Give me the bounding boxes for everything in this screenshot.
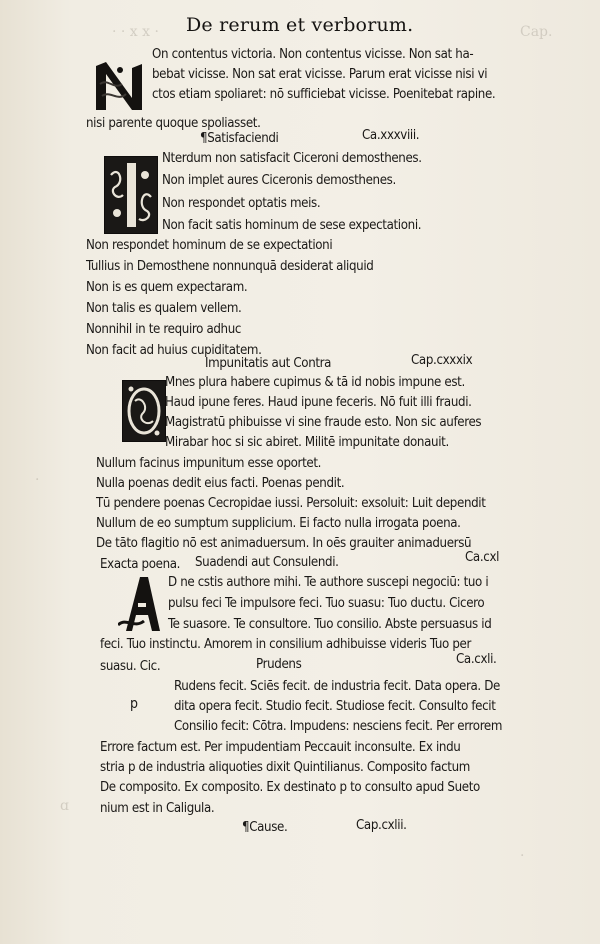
- text-line: D ne cstis authore mihi. Te authore suscepi negociū: tuo i: [168, 575, 489, 590]
- text-line: Cap.cxlii.: [356, 818, 407, 833]
- text-line: Tū pendere poenas Cecropidae iussi. Persoluit: exsoluit: Luit dependit: [96, 496, 486, 511]
- text-line: Non is es quem expectaram.: [86, 280, 248, 295]
- text-line: Tullius in Demosthene nonnunquā desiderat aliquid: [86, 259, 374, 274]
- text-line: Non implet aures Ciceronis demosthenes.: [162, 173, 396, 188]
- text-line: Mirabar hoc si sic abiret. Militē impunitate donauit.: [165, 435, 449, 450]
- text-line: ¶Satisfaciendi: [200, 131, 279, 146]
- ornamental-a-icon: [118, 573, 164, 633]
- text-line: ¶Cause.: [242, 820, 288, 835]
- running-head: De rerum et verborum.: [186, 14, 414, 36]
- text-line: dita opera fecit. Studio fecit. Studiose fecit. Consulto fecit: [174, 699, 496, 714]
- text-line: Suadendi aut Consulendi.: [195, 555, 339, 570]
- text-line: nisi parente quoque spoliasset.: [86, 116, 261, 131]
- drop-cap-o: [122, 380, 166, 442]
- text-line: De composito. Ex composito. Ex destinato p to consulto apud Sueto: [100, 780, 480, 795]
- text-line: stria p de industria aliquoties dixit Quintilianus. Composito factum: [100, 760, 470, 775]
- text-line: Errore factum est. Per impudentiam Peccauit inconsulte. Ex indu: [100, 740, 461, 755]
- text-line: Nulla poenas dedit eius facti. Poenas pendit.: [96, 476, 345, 491]
- text-line: Impunitatis aut Contra: [205, 356, 332, 371]
- text-line: Ca.cxli.: [456, 652, 497, 667]
- text-line: Non respondet hominum de se expectationi: [86, 238, 333, 253]
- marginal-letter: p: [130, 696, 138, 712]
- text-line: Exacta poena.: [100, 557, 181, 572]
- text-line: Nullum de eo sumptum supplicium. Ei facto nulla irrogata poena.: [96, 516, 461, 531]
- text-line: De tāto flagitio nō est animaduersum. In oēs grauiter animaduersū: [96, 536, 472, 551]
- text-line: Nonnihil in te requiro adhuc: [86, 322, 242, 337]
- text-line: Mnes plura habere cupimus & tā id nobis impune est.: [165, 375, 465, 390]
- text-line: bebat vicisse. Non sat erat vicisse. Parum erat vicisse nisi vi: [152, 67, 488, 82]
- ornamental-n-icon: [92, 60, 148, 112]
- text-line: pulsu feci Te impulsore feci. Tuo suasu: Tuo ductu. Cicero: [168, 596, 485, 611]
- text-line: Cap.cxxxix: [411, 353, 473, 368]
- svg-text:·: ·: [35, 472, 40, 488]
- svg-text:ɑ: ɑ: [60, 798, 69, 814]
- drop-cap-i: [104, 156, 158, 234]
- drop-cap-a: [118, 573, 164, 633]
- drop-cap-n: [92, 60, 148, 112]
- text-line: ctos etiam spoliaret: nō sufficiebat vicisse. Poenitebat rapine.: [152, 87, 496, 102]
- text-line: On contentus victoria. Non contentus vicisse. Non sat ha-: [152, 47, 474, 62]
- text-line: Ca.cxl: [465, 550, 500, 565]
- text-line: feci. Tuo instinctu. Amorem in consilium adhibuisse videris Tuo per: [100, 637, 471, 652]
- text-line: Nullum facinus impunitum esse oportet.: [96, 456, 322, 471]
- text-line: Non talis es qualem vellem.: [86, 301, 242, 316]
- svg-text:Cap.: Cap.: [520, 24, 553, 40]
- text-line: Rudens fecit. Sciēs fecit. de industria fecit. Data opera. De: [174, 679, 500, 694]
- text-line: Non facit satis hominum de sese expectationi.: [162, 218, 422, 233]
- ornamental-o-icon: [123, 381, 165, 441]
- text-line: Non respondet optatis meis.: [162, 196, 321, 211]
- text-line: Haud ipune feres. Haud ipune feceris. Nō fuit illi fraudi.: [165, 395, 472, 410]
- text-line: Non facit ad huius cupiditatem.: [86, 343, 262, 358]
- ornamental-i-icon: [105, 157, 157, 233]
- svg-text:·: ·: [520, 848, 525, 864]
- text-line: Ca.xxxviii.: [362, 128, 420, 143]
- text-line: Te suasore. Te consultore. Tuo consilio. Abste persuasus id: [168, 617, 492, 632]
- text-line: Prudens: [256, 657, 302, 672]
- text-line: Nterdum non satisfacit Ciceroni demosthenes.: [162, 151, 422, 166]
- text-line: nium est in Caligula.: [100, 801, 215, 816]
- text-line: Consilio fecit: Cōtra. Impudens: nesciens fecit. Per errorem: [174, 719, 503, 734]
- text-line: suasu. Cic.: [100, 659, 161, 674]
- svg-text:· · x x ·: · · x x ·: [112, 24, 159, 40]
- text-line: Magistratū phibuisse vi sine fraude esto. Non sic auferes: [165, 415, 482, 430]
